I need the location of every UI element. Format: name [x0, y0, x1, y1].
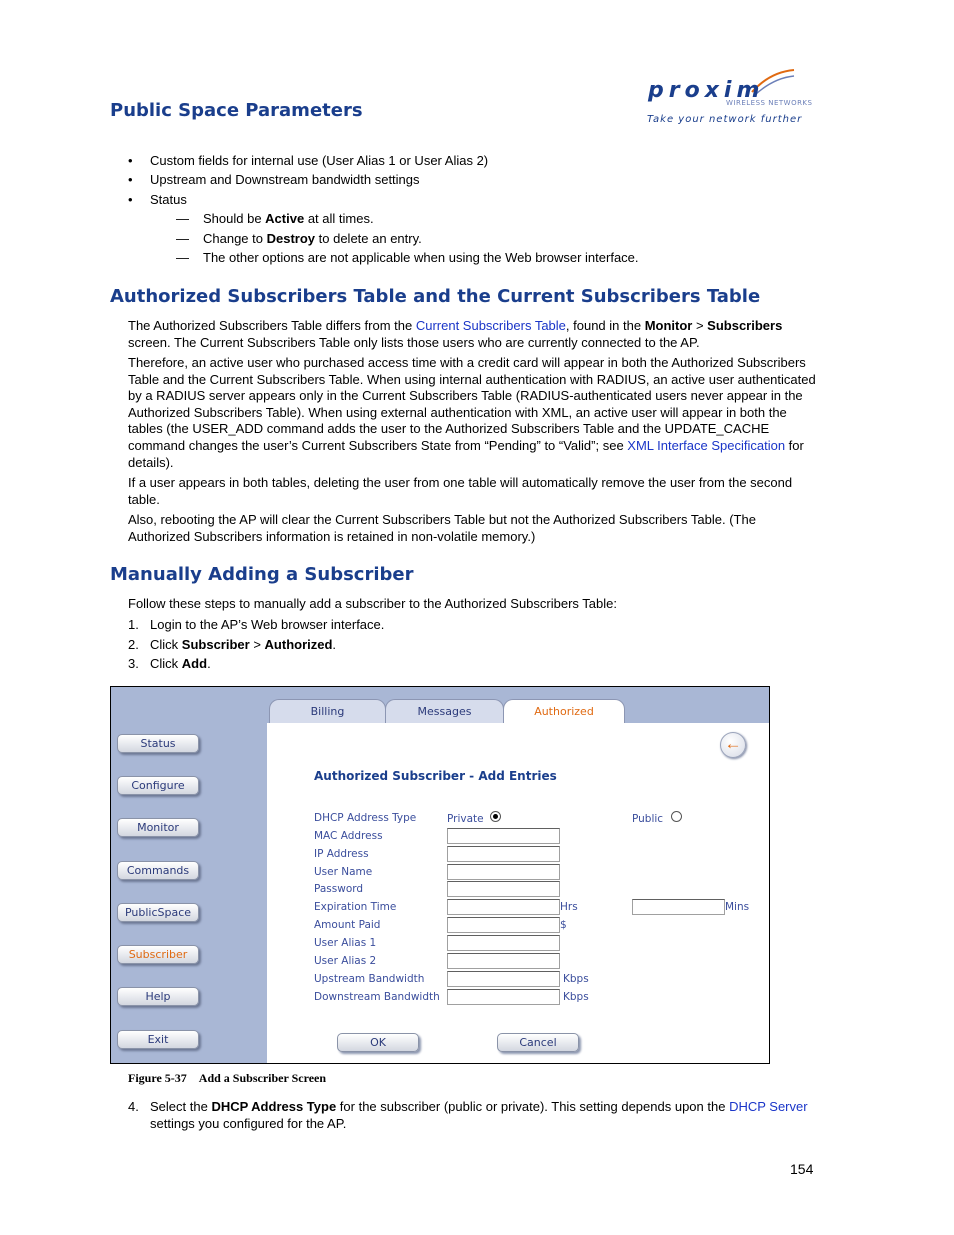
nav-subscriber-button[interactable]: Subscriber — [117, 945, 199, 964]
ip-address-label: IP Address — [314, 848, 369, 860]
user-name-input[interactable] — [447, 864, 560, 880]
user-alias2-label: User Alias 2 — [314, 955, 377, 967]
step-number: 1. — [128, 617, 139, 632]
user-alias1-input[interactable] — [447, 935, 560, 951]
bullet-dot: • — [128, 153, 133, 168]
upstream-input[interactable] — [447, 971, 560, 987]
logo-wordmark: proxim — [648, 78, 765, 103]
hrs-unit: Hrs — [560, 901, 578, 913]
bullet-item: Status — [150, 192, 187, 207]
nav-sidebar — [111, 687, 267, 1063]
nav-status-button[interactable]: Status — [117, 734, 199, 753]
step-text: Click Subscriber > Authorized. — [150, 637, 337, 652]
step-number: 2. — [128, 637, 139, 652]
step-text: Click Add. — [150, 656, 211, 671]
bullet-item: Custom fields for internal use (User Alias 1 or User Alias 2) — [150, 153, 489, 168]
nav-commands-button[interactable]: Commands — [117, 861, 199, 880]
amount-paid-label: Amount Paid — [314, 919, 381, 931]
subscriber-screen-figure — [110, 686, 770, 1064]
page-section-title: Public Space Parameters — [110, 100, 363, 121]
cancel-button[interactable]: Cancel — [497, 1033, 579, 1052]
paragraph: If a user appears in both tables, deleting the user from one table will automatically remove the user from the second table. — [128, 475, 793, 507]
user-alias1-label: User Alias 1 — [314, 937, 377, 949]
ip-address-input[interactable] — [447, 846, 560, 862]
user-name-label: User Name — [314, 866, 373, 878]
logo-tagline: Take your network further — [647, 114, 803, 125]
expiration-hrs-input[interactable] — [447, 899, 560, 915]
public-radio[interactable] — [671, 811, 682, 822]
link-dhcp-server[interactable]: DHCP Server — [729, 1099, 808, 1114]
tab-messages[interactable]: Messages — [385, 699, 504, 723]
form-title: Authorized Subscriber - Add Entries — [314, 769, 557, 783]
downstream-label: Downstream Bandwidth — [314, 991, 440, 1003]
nav-publicspace-button[interactable]: PublicSpace — [117, 903, 199, 922]
mac-address-input[interactable] — [447, 828, 560, 844]
section-heading: Manually Adding a Subscriber — [110, 564, 414, 585]
password-label: Password — [314, 883, 364, 895]
mac-address-label: MAC Address — [314, 830, 383, 842]
link-current-subscribers[interactable]: Current Subscribers Table — [415, 318, 566, 333]
paragraph: Also, rebooting the AP will clear the Current Subscribers Table but not the Authorized Subscribers Table. (The Authorized Subscribers information is retained in non-volatile memory.) — [128, 512, 756, 544]
amount-paid-input[interactable] — [447, 917, 560, 933]
bullet-dot: • — [128, 192, 133, 207]
step-text: Login to the AP’s Web browser interface. — [150, 617, 385, 632]
dollar-unit: $ — [560, 919, 567, 931]
status-item: Should be Active at all times. — [203, 211, 374, 226]
expiration-mins-input[interactable] — [632, 899, 725, 915]
status-item: The other options are not applicable when using the Web browser interface. — [203, 250, 639, 265]
proxim-logo — [642, 0, 817, 132]
paragraph: The Authorized Subscribers Table differs from the Current Subscribers Table, found in the Monitor > Subscribers screen. The Current Subscribers Table only lists those users who are currently connected to the AP. — [128, 318, 783, 350]
public-label: Public — [632, 813, 664, 825]
logo-subtitle: WIRELESS NETWORKS — [726, 99, 813, 107]
step-number: 4. — [128, 1099, 139, 1114]
user-alias2-input[interactable] — [447, 953, 560, 969]
tab-bar — [267, 687, 769, 723]
tab-billing[interactable]: Billing — [269, 699, 386, 723]
bullet-item: Upstream and Downstream bandwidth settings — [150, 172, 420, 187]
kbps-unit: Kbps — [563, 991, 589, 1003]
private-label: Private — [447, 813, 484, 825]
page-number: 154 — [790, 1161, 814, 1177]
form-panel — [267, 723, 769, 1063]
expiration-label: Expiration Time — [314, 901, 397, 913]
ok-button[interactable]: OK — [337, 1033, 419, 1052]
private-radio[interactable] — [490, 811, 501, 822]
mins-unit: Mins — [725, 901, 750, 913]
step-number: 3. — [128, 656, 139, 671]
kbps-unit: Kbps — [563, 973, 589, 985]
dhcp-type-label: DHCP Address Type — [314, 812, 417, 824]
nav-help-button[interactable]: Help — [117, 987, 199, 1006]
nav-monitor-button[interactable]: Monitor — [117, 818, 199, 837]
status-item: Change to Destroy to delete an entry. — [203, 231, 422, 246]
upstream-label: Upstream Bandwidth — [314, 973, 425, 985]
paragraph: Follow these steps to manually add a subscriber to the Authorized Subscribers Table: — [128, 596, 617, 611]
nav-configure-button[interactable]: Configure — [117, 776, 199, 795]
dash-marker: — — [176, 211, 189, 226]
link-xml-interface[interactable]: XML Interface Specification — [627, 437, 786, 453]
downstream-input[interactable] — [447, 989, 560, 1005]
figure-caption: Figure 5-37 Add a Subscriber Screen — [128, 1071, 327, 1085]
section-heading: Authorized Subscribers Table and the Current Subscribers Table — [110, 286, 761, 307]
nav-exit-button[interactable]: Exit — [117, 1030, 199, 1049]
tab-authorized[interactable]: Authorized — [503, 699, 625, 724]
step-text: Select the DHCP Address Type for the subscriber (public or private). This setting depends upon the DHCP Server settings you configured for the AP. — [150, 1099, 808, 1131]
bullet-dot: • — [128, 172, 133, 187]
paragraph: Therefore, an active user who purchased access time with a credit card will appear in both the Authorized Subscribers Table and the Current Subscribers Table. When using internal authentication with RADIUS, an active user authenticated by a RADIUS server appears only in the Current Subscribers Table (RADIUS-authenticated users never appear in the Authorized Subscribers Table). When using external authentication with XML, an active user will appear in both the tables (the USER_ADD command adds the user to the Authorized Subscribers Table and the UPDATE_CACHE command changes the user’s Current Subscribers State from “Pending” to “Valid”; see XML Interface Specification for details). — [128, 355, 816, 470]
password-input[interactable] — [447, 881, 560, 897]
back-arrow-icon[interactable]: ← — [720, 732, 746, 758]
dash-marker: — — [176, 231, 189, 246]
dash-marker: — — [176, 250, 189, 265]
